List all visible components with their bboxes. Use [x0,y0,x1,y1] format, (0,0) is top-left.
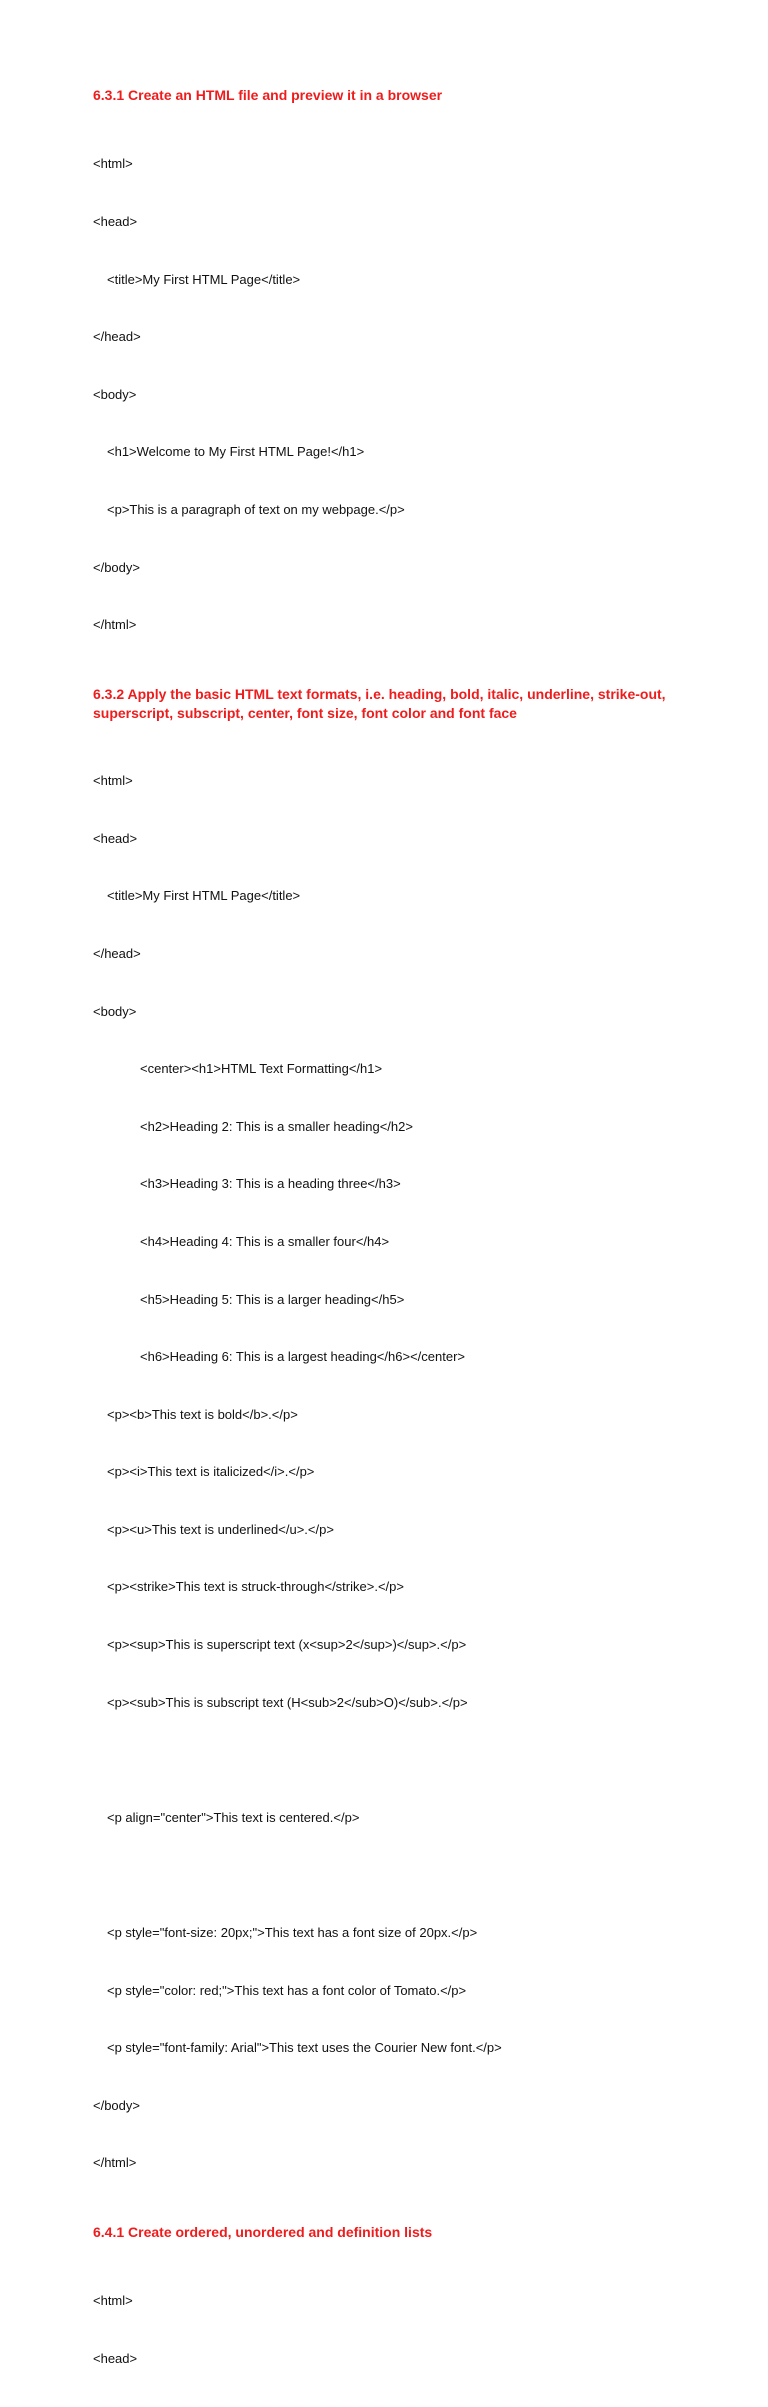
section-heading-6-3-2 [93,685,693,723]
code-line: <h1>Welcome to My First HTML Page!</h1> [107,444,365,460]
document-page [93,86,693,2407]
section-heading-6-4-1: 6.4.1 Create ordered, unordered and definition lists [93,2224,433,2240]
code-block-6-3-1 [93,116,693,673]
code-line: </html> [93,617,137,633]
code-line: <h2>Heading 2: This is a smaller heading</h2> [140,1118,413,1134]
code-line: </html> [93,2155,137,2171]
code-line: <body> [93,386,137,402]
code-block-6-4-1 [93,2253,693,2407]
code-line: <h3>Heading 3: This is a heading three</h3> [140,1176,401,1192]
code-line: </body> [93,2097,140,2113]
section-heading-line: superscript, subscript, center, font size, font color and font face [93,704,517,721]
code-line: <center><h1>HTML Text Formatting</h1> [140,1061,383,1077]
code-line: <p><strike>This text is struck-through</strike>.</p> [107,1579,404,1595]
section-heading-line: 6.3.2 Apply the basic HTML text formats, i.e. heading, bold, italic, underline, strike-out, [93,685,666,702]
code-line: <h6>Heading 6: This is a largest heading</h6></center> [140,1349,465,1365]
code-line: <p style="color: red;">This text has a font color of Tomato.</p> [107,1982,467,1998]
code-line: <html> [93,773,133,789]
code-line: <title>My First HTML Page</title> [107,271,301,287]
code-line: <head> [93,2351,138,2366]
code-line: </head> [93,945,141,961]
code-line: <p><i>This text is italicized</i>.</p> [107,1464,315,1480]
section-heading-6-3-1: 6.3.1 Create an HTML file and preview it in a browser [93,87,443,103]
code-line: <body> [93,1003,137,1019]
code-line: <p>This is a paragraph of text on my webpage.</p> [107,501,405,517]
code-line: </body> [93,559,140,575]
code-line: <p style="font-size: 20px;">This text has a font size of 20px.</p> [107,1925,478,1941]
code-line: <html> [93,156,133,172]
code-line: <p style="font-family: Arial">This text uses the Courier New font.</p> [107,2040,502,2056]
code-line: <h5>Heading 5: This is a larger heading</h5> [140,1291,405,1307]
code-line: <p><sub>This is subscript text (H<sub>2</sub>O)</sub>.</p> [107,1694,468,1710]
blank-line [93,1865,693,1884]
code-block-6-3-2 [93,733,693,2211]
code-line: <p><u>This text is underlined</u>.</p> [107,1521,334,1537]
code-line: </head> [93,329,141,345]
code-line: <h4>Heading 4: This is a smaller four</h4> [140,1233,390,1249]
code-line: <title>My First HTML Page</title> [107,888,301,904]
code-line: <head> [93,214,138,229]
blank-line [93,1750,693,1769]
code-line: <p><sup>This is superscript text (x<sup>2</sup>)</sup>.</p> [107,1637,467,1653]
code-line: <p align="center">This text is centered.</p> [107,1809,360,1825]
code-line: <html> [93,2293,133,2309]
code-line: <head> [93,830,138,846]
code-line: <p><b>This text is bold</b>.</p> [107,1406,298,1422]
